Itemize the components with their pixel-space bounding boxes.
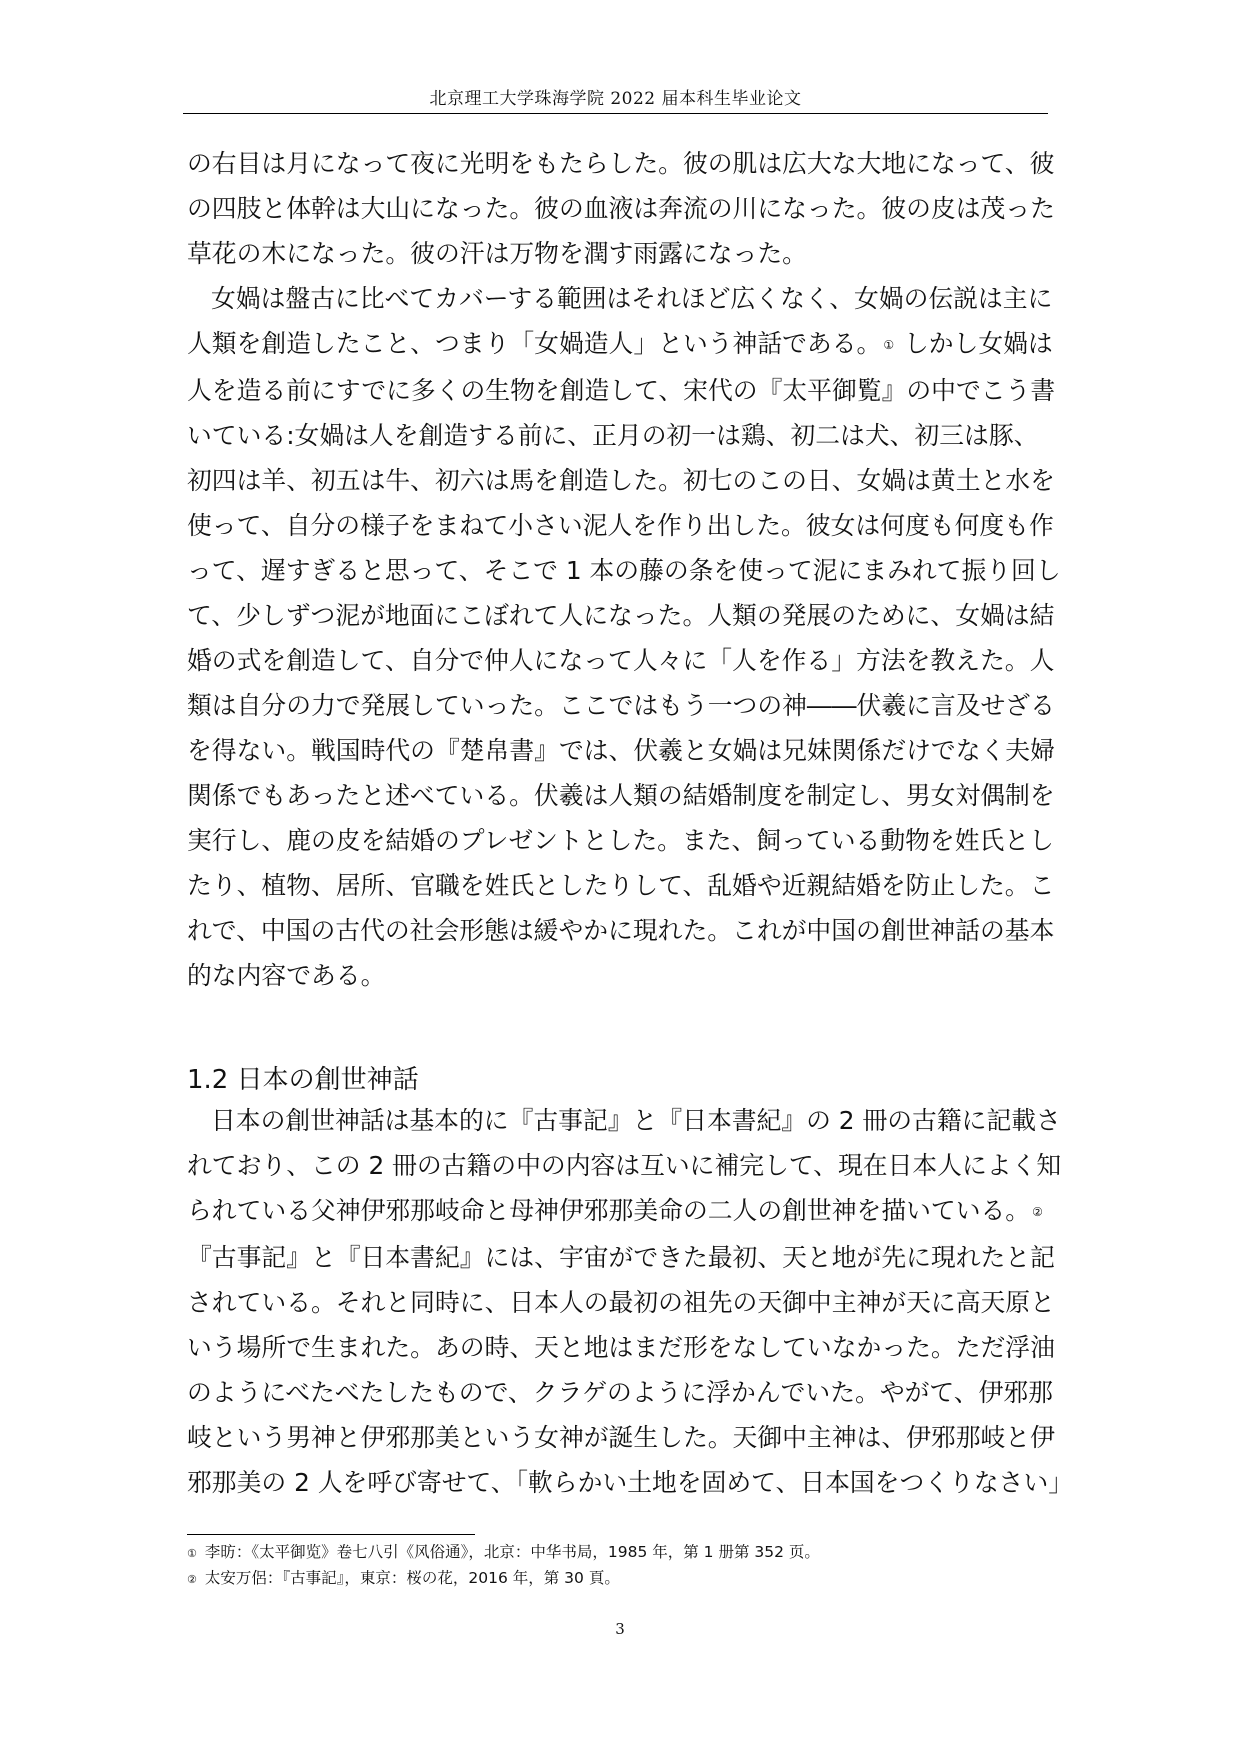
text-line: 女媧は盤古に比べてカバーする範囲はそれほど広くなく、女媧の伝説は主に	[211, 284, 1053, 313]
text-line: の右目は月になって夜に光明をもたらした。彼の肌は広大な大地になって、彼	[187, 149, 1055, 178]
text-line: 実行し、鹿の皮を結婚のプレゼントとした。また、飼っている動物を姓氏とし	[187, 826, 1054, 855]
text-line: 初四は羊、初五は牛、初六は馬を創造した。初七のこの日、女媧は黄土と水を	[187, 466, 1055, 495]
text-line: いている:女媧は人を創造する前に、正月の初一は鶏、初二は犬、初三は豚、	[187, 421, 1039, 450]
text-line: されている。それと同時に、日本人の最初の祖先の天御中主神が天に高天原と	[187, 1288, 1055, 1317]
paragraph-japanese-myth	[187, 1098, 1074, 1505]
footnote-ref-1[interactable]: ①	[883, 338, 895, 352]
page-number: 3	[615, 1620, 625, 1638]
header-rule	[183, 113, 1048, 114]
text-line: 邪那美の 2 人を呼び寄せて、「軟らかい土地を固めて、日本国をつくりなさい」	[187, 1468, 1074, 1497]
paragraph-continuation	[187, 141, 1067, 276]
text-line: 使って、自分の様子をまねて小さい泥人を作り出した。彼女は何度も何度も作	[187, 511, 1054, 540]
footnotes	[187, 1540, 820, 1592]
text-line: 人類を創造したこと、つまり「女媧造人」という神話である。	[187, 329, 882, 358]
text-line: のようにべたべたしたもので、クラゲのように浮かんでいた。やがて、伊邪那	[187, 1378, 1053, 1407]
text-line: の四肢と体幹は大山になった。彼の血液は奔流の川になった。彼の皮は茂った	[187, 194, 1055, 223]
body-text-section-1-2	[187, 1098, 1074, 1505]
footnote-mark: ②	[187, 1573, 197, 1586]
footnote-text: 太安万侶：『古事記』，東京：桜の花，2016 年，第 30 頁。	[204, 1569, 620, 1587]
text-line: しかし女媧は	[903, 329, 1053, 358]
text-line: 草花の木になった。彼の汗は万物を潤す雨露になった。	[187, 239, 807, 268]
text-line: 類は自分の力で発展していった。ここではもう一つの神――伏羲に言及せざる	[187, 691, 1055, 720]
text-line: たり、植物、居所、官職を姓氏としたりして、乱婚や近親結婚を防止した。こ	[187, 871, 1055, 900]
text-line: 『古事記』と『日本書紀』には、宇宙ができた最初、天と地が先に現れたと記	[187, 1243, 1055, 1272]
footnote-text: 李昉：《太平御览》卷七八引《风俗通》，北京：中华书局，1985 年，第 1 册第 352 页。	[204, 1543, 820, 1561]
text-line: れており、この 2 冊の古籍の中の内容は互いに補完して、現在日本人によく知	[187, 1151, 1062, 1180]
text-line: れで、中国の古代の社会形態は緩やかに現れた。これが中国の創世神話の基本	[187, 916, 1055, 945]
footnote-mark: ①	[187, 1547, 197, 1560]
section-heading: 1.2 日本の創世神話	[187, 1065, 419, 1095]
text-line: 人を造る前にすでに多くの生物を創造して、宋代の『太平御覧』の中でこう書	[187, 376, 1056, 405]
footnote-2	[187, 1566, 820, 1592]
text-line: 婚の式を創造して、自分で仲人になって人々に「人を作る」方法を教えた。人	[187, 646, 1055, 675]
text-line: を得ない。戦国時代の『楚帛書』では、伏羲と女媧は兄妹関係だけでなく夫婦	[187, 736, 1055, 765]
body-text-top	[187, 141, 1067, 998]
footnote-rule	[187, 1534, 475, 1535]
text-line: 的な内容である。	[187, 961, 386, 990]
text-line: 岐という男神と伊邪那美という女神が誕生した。天御中主神は、伊邪那岐と伊	[187, 1423, 1055, 1452]
text-line: いう場所で生まれた。あの時、天と地はまだ形をなしていなかった。ただ浮油	[187, 1333, 1055, 1362]
text-line: 関係でもあったと述べている。伏羲は人類の結婚制度を制定し、男女対偶制を	[187, 781, 1055, 810]
text-line: って、遅すぎると思って、そこで 1 本の藤の条を使って泥にまみれて振り回し	[187, 556, 1061, 585]
text-line: 日本の創世神話は基本的に『古事記』と『日本書紀』の 2 冊の古籍に記載さ	[211, 1106, 1061, 1135]
footnote-1	[187, 1540, 820, 1566]
paragraph-nuwa	[187, 276, 1067, 998]
text-line: られている父神伊邪那岐命と母神伊邪那美命の二人の創世神を描いている。	[187, 1196, 1031, 1225]
footnote-ref-2[interactable]: ②	[1032, 1205, 1043, 1219]
running-header: 北京理工大学珠海学院 2022 届本科生毕业论文	[429, 89, 802, 109]
text-line: て、少しずつ泥が地面にこぼれて人になった。人類の発展のために、女媧は結	[187, 601, 1055, 630]
